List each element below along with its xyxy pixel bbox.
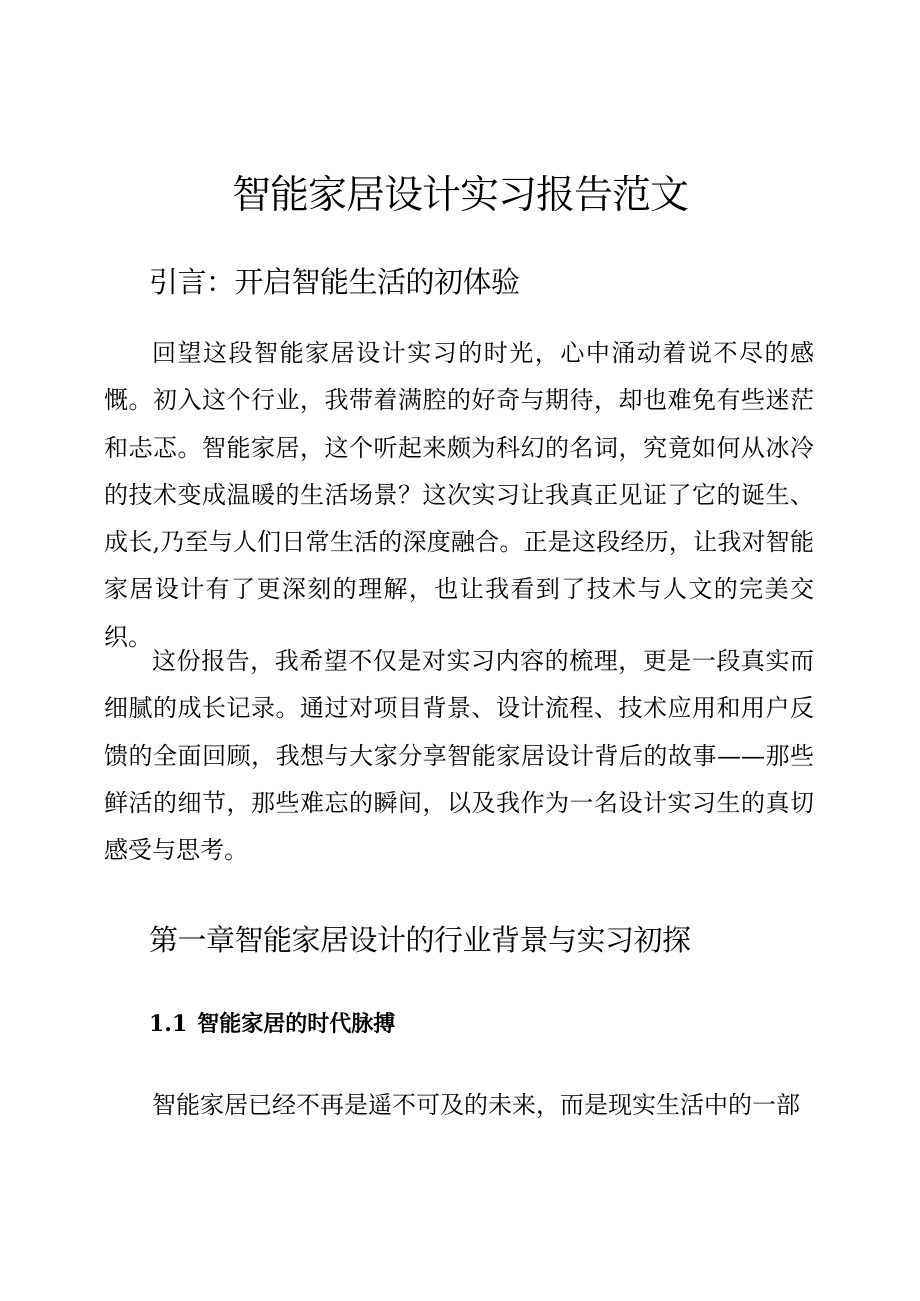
section-number: 1.1 [149,1011,188,1037]
section-1-1-heading [149,1008,395,1041]
intro-paragraph-2: 这份报告，我希望不仅是对实习内容的梳理，更是一段真实而细腻的成长记录。通过对项目背景、设计流程、技术应用和用户反馈的全面回顾，我想与大家分享智能家居设计背后的故事——那些鲜活的细节，那些难忘的瞬间，以及我作为一名设计实习生的真切感受与思考。 [104,647,814,865]
section-1-1-paragraph: 智能家居已经不再是遥不可及的未来，而是现实生活中的一部 [152,1091,800,1119]
intro-paragraph-1: 回望这段智能家居设计实习的时光，心中涌动着说不尽的感慨。初入这个行业，我带着满腔的好奇与期待，却也难免有些迷茫和忐忑。智能家居，这个听起来颇为科幻的名词，究竟如何从冰冷的技术变成温暖的生活场景？这次实习让我真正见证了它的诞生、成长,乃至与人们日常生活的深度融合。正是这段经历，让我对智能家居设计有了更深刻的理解，也让我看到了技术与人文的完美交织。 [104,339,814,651]
chapter-1-heading: 第一章智能家居设计的行业背景与实习初探 [149,923,691,957]
document-title: 智能家居设计实习报告范文 [231,173,688,218]
intro-heading: 引言：开启智能生活的初体验 [149,265,520,299]
section-title: 智能家居的时代脉搏 [197,1012,396,1037]
